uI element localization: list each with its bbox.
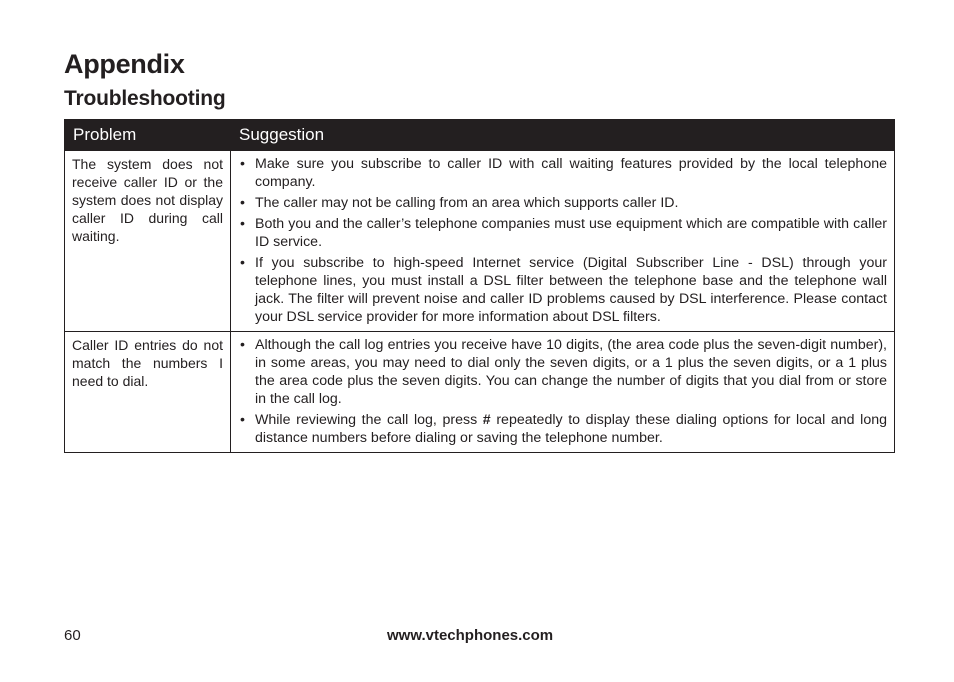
bullet-icon: • (240, 412, 245, 428)
suggestion-text: If you subscribe to high-speed Internet service (Digital Subscriber Line - DSL) through your telephone lines, you must install a DSL filter between the telephone base and the telephone wall jack. The filter will prevent noise and caller ID problems caused by DSL interference. Please contact your DSL service provider for more information about DSL filters. (255, 255, 887, 325)
bullet-icon: • (240, 195, 245, 211)
footer-url: www.vtechphones.com (387, 627, 554, 644)
problem-cell: The system does not receive caller ID or the system does not display caller ID during call waiting. (65, 151, 231, 332)
suggestion-item (239, 411, 887, 447)
column-header-suggestion: Suggestion (231, 120, 895, 151)
bullet-icon: • (240, 216, 245, 232)
suggestion-list (239, 336, 887, 447)
suggestion-cell (231, 332, 895, 453)
suggestion-item (239, 194, 887, 212)
column-header-problem: Problem (65, 120, 231, 151)
section-heading: Troubleshooting (64, 87, 226, 110)
page-heading: Appendix (64, 49, 185, 79)
suggestion-item (239, 254, 887, 326)
page-number: 60 (64, 627, 81, 644)
suggestion-item (239, 155, 887, 191)
suggestion-item (239, 215, 887, 251)
suggestion-text-part: While reviewing the call log, press (255, 412, 483, 428)
suggestion-list (239, 155, 887, 326)
suggestion-text: Both you and the caller’s telephone companies must use equipment which are compatible with caller ID service. (255, 216, 887, 250)
suggestion-cell (231, 151, 895, 332)
table-row (65, 332, 895, 453)
bullet-icon: • (240, 255, 245, 271)
suggestion-text: Although the call log entries you receive have 10 digits, (the area code plus the seven-digit number), in some areas, you may need to dial only the seven digits, or a 1 plus the seven digits, or a 1 plus the area code plus the seven digits. You can change the number of digits that you dial from or store in the call log. (255, 337, 887, 407)
bullet-icon: • (240, 156, 245, 172)
bullet-icon: • (240, 337, 245, 353)
troubleshooting-table (64, 119, 895, 453)
table-header-row (65, 120, 895, 151)
suggestion-item (239, 336, 887, 408)
problem-cell: Caller ID entries do not match the numbers I need to dial. (65, 332, 231, 453)
suggestion-text-part: repeatedly to display these dialing options for local and long distance numbers before dialing or saving the telephone number. (255, 412, 887, 446)
suggestion-text (255, 412, 887, 446)
table-row (65, 151, 895, 332)
suggestion-text: Make sure you subscribe to caller ID with call waiting features provided by the local telephone company. (255, 156, 887, 190)
suggestion-text: The caller may not be calling from an area which supports caller ID. (255, 195, 679, 211)
key-hash: # (482, 412, 491, 428)
